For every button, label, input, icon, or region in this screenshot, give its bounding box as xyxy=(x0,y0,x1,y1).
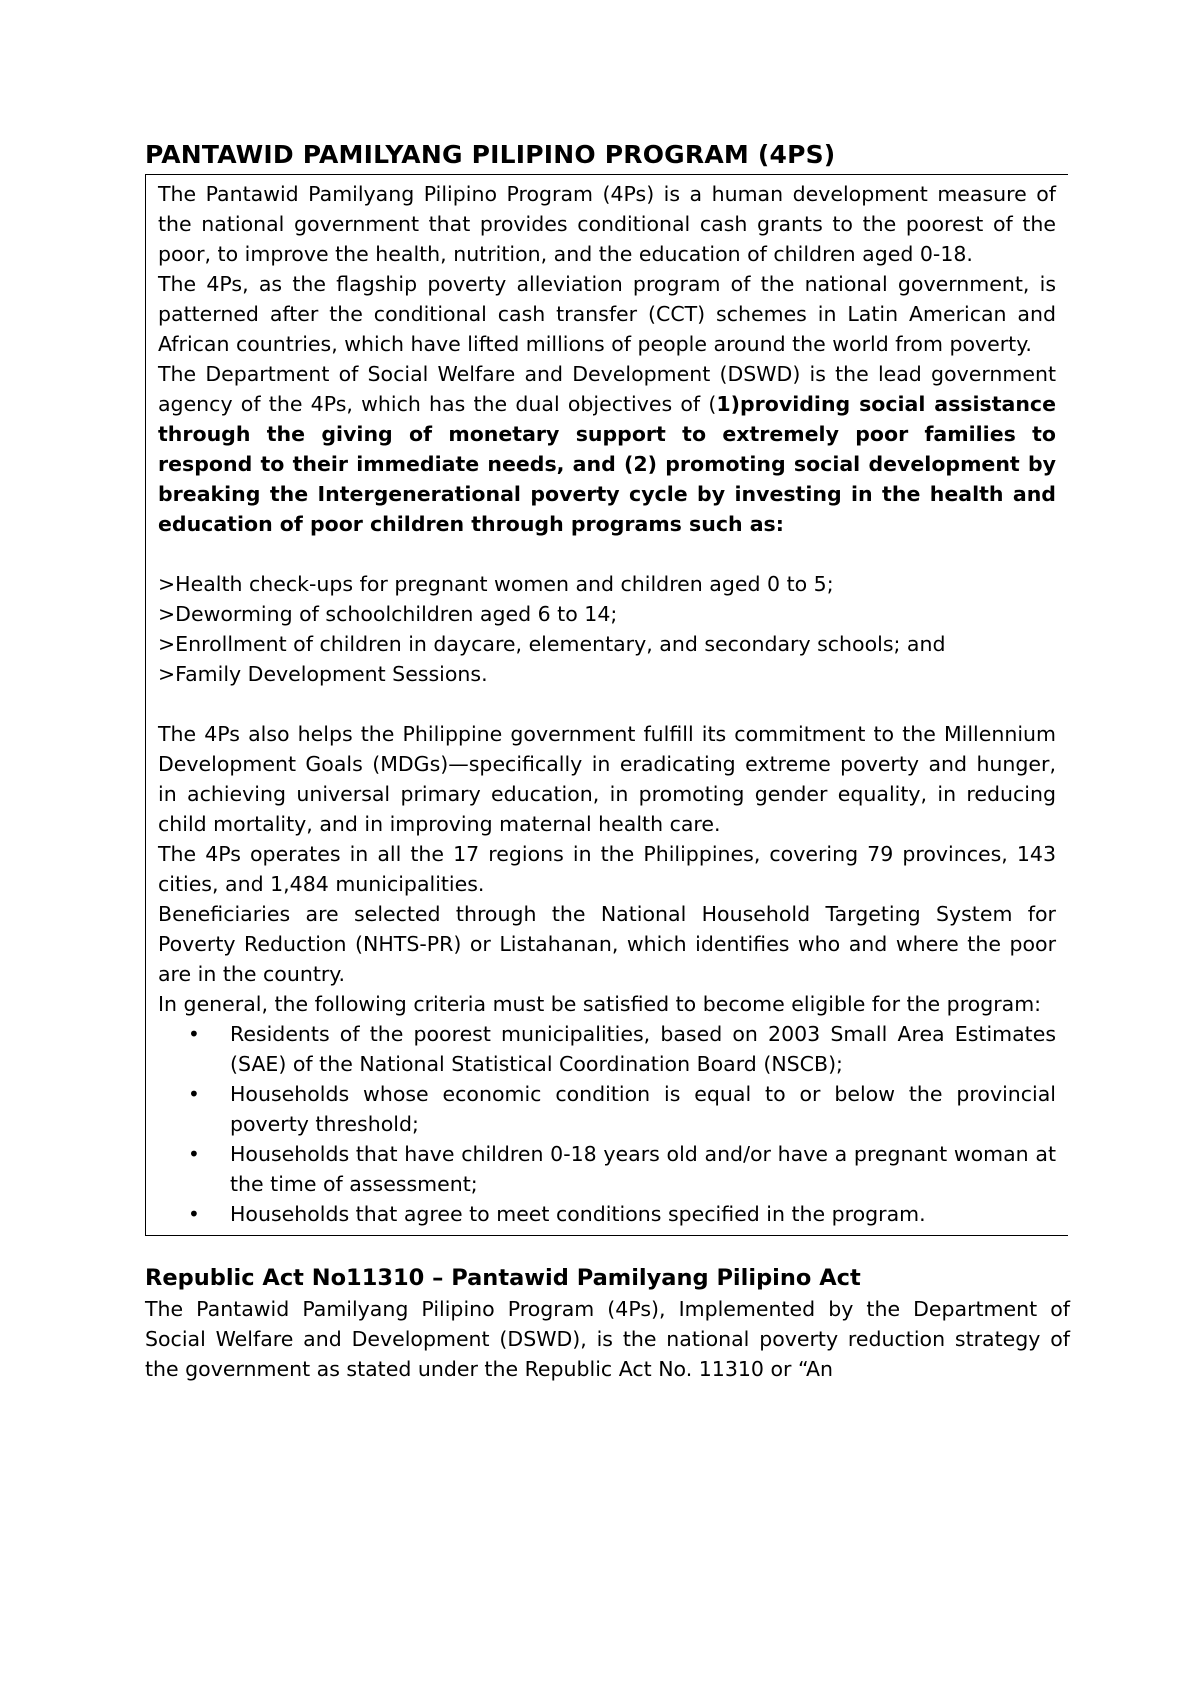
eligibility-criteria-list xyxy=(158,1019,1056,1229)
criteria-text: Households that have children 0-18 years old and/or have a pregnant woman at the time of assessment; xyxy=(230,1142,1056,1196)
coverage-paragraph: The 4Ps operates in all the 17 regions in the Philippines, covering 79 provinces, 143 cities, and 1,484 municipalities. xyxy=(158,842,1056,896)
dswd-objectives-bold-text: 1)providing social assistance through the giving of monetary support to extremely poor families to respond to their immediate needs, and (2) promoting social development by breaking the Intergenerational poverty cycle by investing in the health and education of poor children through programs such as: xyxy=(158,392,1056,536)
list-item xyxy=(188,1019,1056,1079)
dswd-objectives-paragraph xyxy=(158,359,1056,539)
program-description-box xyxy=(145,174,1068,1236)
program-item: >Deworming of schoolchildren aged 6 to 14; xyxy=(158,602,618,626)
criteria-text: Households that agree to meet conditions specified in the program. xyxy=(230,1202,926,1226)
program-list xyxy=(158,569,1056,689)
section-heading: Republic Act No11310 – Pantawid Pamilyang Pilipino Act xyxy=(145,1265,861,1291)
mdg-paragraph: The 4Ps also helps the Philippine government fulfill its commitment to the Millennium Development Goals (MDGs)—specifically in eradicating extreme poverty and hunger, in achieving universal primary education, in promoting gender equality, in reducing child mortality, and in improving maternal health care. xyxy=(158,722,1056,836)
criteria-text: Residents of the poorest municipalities, based on 2003 Small Area Estimates (SAE) of the National Statistical Coordination Board (NSCB); xyxy=(230,1022,1056,1076)
beneficiaries-paragraph: Beneficiaries are selected through the National Household Targeting System for Poverty Reduction (NHTS-PR) or Listahanan, which identifies who and where the poor are in the country. xyxy=(158,902,1056,986)
bullet-icon: • xyxy=(188,1142,200,1166)
bullet-icon: • xyxy=(188,1022,200,1046)
program-item: >Health check-ups for pregnant women and children aged 0 to 5; xyxy=(158,572,834,596)
dswd-objectives-normal-text: The Department of Social Welfare and Development (DSWD) is the lead government agency of the 4Ps, which has the dual objectives of ( xyxy=(158,362,1056,416)
bullet-icon: • xyxy=(188,1202,200,1226)
criteria-text: Households whose economic condition is equal to or below the provincial poverty threshold; xyxy=(230,1082,1056,1136)
program-item: >Family Development Sessions. xyxy=(158,662,488,686)
republic-act-section xyxy=(145,1262,1070,1384)
page-title: PANTAWID PAMILYANG PILIPINO PROGRAM (4PS) xyxy=(145,140,836,169)
cct-paragraph: The 4Ps, as the flagship poverty alleviation program of the national government, is patterned after the conditional cash transfer (CCT) schemes in Latin American and African countries, which have lifted millions of people around the world from poverty. xyxy=(158,272,1056,356)
criteria-intro-paragraph: In general, the following criteria must be satisfied to become eligible for the program: xyxy=(158,992,1042,1016)
spacer xyxy=(158,539,1056,569)
program-item: >Enrollment of children in daycare, elementary, and secondary schools; and xyxy=(158,632,946,656)
list-item xyxy=(188,1079,1056,1139)
list-item xyxy=(188,1139,1056,1199)
republic-act-paragraph: The Pantawid Pamilyang Pilipino Program (4Ps), Implemented by the Department of Social Welfare and Development (DSWD), is the national poverty reduction strategy of the government as stated under the Republic Act No. 11310 or “An xyxy=(145,1297,1070,1381)
spacer xyxy=(158,689,1056,719)
intro-paragraph: The Pantawid Pamilyang Pilipino Program (4Ps) is a human development measure of the national government that provides conditional cash grants to the poorest of the poor, to improve the health, nutrition, and the education of children aged 0-18. xyxy=(158,182,1056,266)
document-page xyxy=(145,140,1070,1384)
bullet-icon: • xyxy=(188,1082,200,1106)
list-item xyxy=(188,1199,1056,1229)
